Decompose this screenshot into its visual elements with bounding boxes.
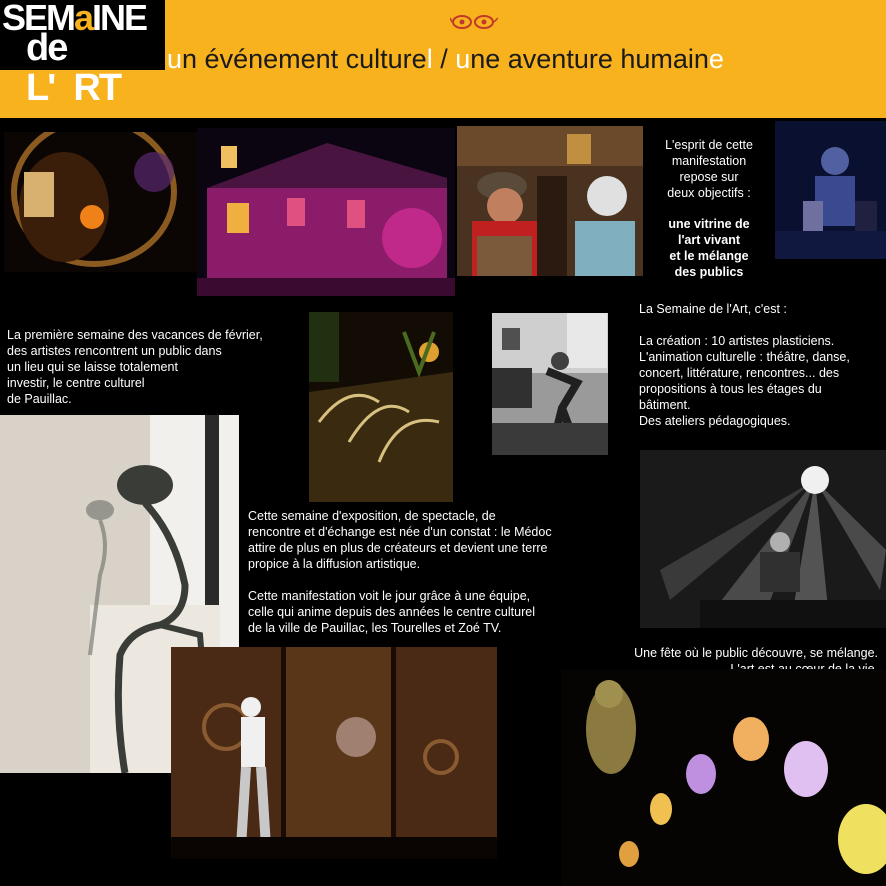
photo-drummer: [775, 121, 886, 259]
logo-line-2: de L'aRT: [26, 27, 121, 109]
constat-text: Cette semaine d'exposition, de spectacle, de rencontre et d'échange est née d'un constat : le Médoc attire de plus en plus de créateurs et devient une terre propice à la diffusion artistique. Cette manifestation voit le jour grâce à une équipe, celle qui anime depuis des années le centre culturel de la ville de Pauillac, les Tourelles et Zoé TV.: [248, 509, 552, 635]
header-band: [0, 0, 886, 118]
ornament-icon: [450, 12, 498, 32]
photo-crowd-gallery: [457, 126, 643, 276]
photo-dj-stage: [640, 450, 886, 628]
premiere-semaine-text: La première semaine des vacances de février, des artistes rencontrent un public dans un lieu qui se laisse totalement investir, le centre culturel de Pauillac.: [7, 328, 263, 406]
photo-night-courtyard: [309, 312, 453, 502]
photo-performer-stage: [171, 647, 497, 859]
photo-illuminated-building: [197, 128, 455, 296]
fete-text: Une fête où le public découvre, se mélange.: [634, 646, 878, 660]
photo-lanterns-installation: [561, 669, 886, 886]
tagline: un événement culturel / une aventure humaine: [167, 44, 724, 74]
photo-lantern-night: [4, 132, 200, 272]
semaine-cest-text: La Semaine de l'Art, c'est : La création : 10 artistes plasticiens. L'animation culturelle : théâtre, danse, concert, littérature, rencontres... des propositions à tous les étages du bâtiment. Des ateliers pédagogiques.: [639, 302, 850, 428]
photo-dance-bw: [492, 313, 608, 455]
esprit-objectives-text: une vitrine de l'art vivant et le mélange des publics: [668, 217, 750, 279]
esprit-intro-text: L'esprit de cette manifestation repose sur deux objectifs :: [665, 138, 753, 200]
logo-line-1: SEMaINE: [2, 0, 147, 38]
semaine-de-lart-logo: [0, 0, 165, 109]
